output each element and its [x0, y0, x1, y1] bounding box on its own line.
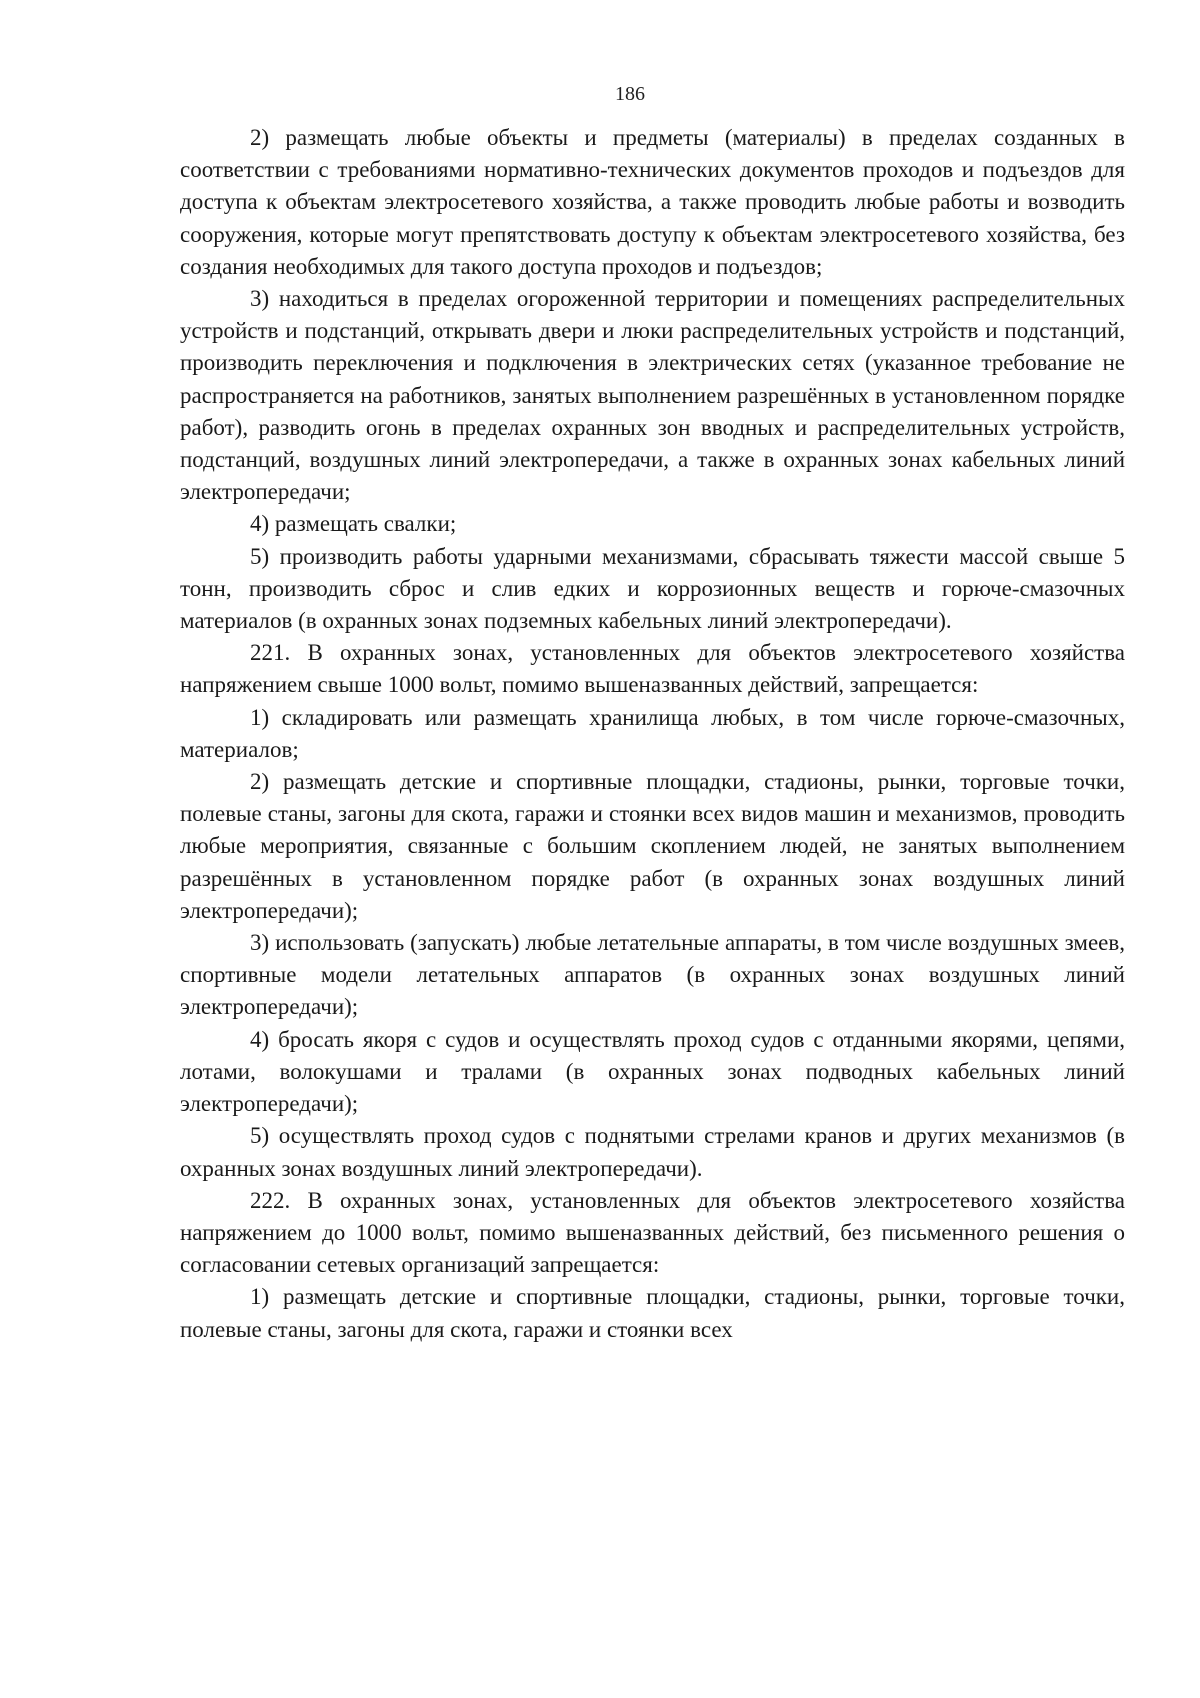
- document-body: [180, 122, 1125, 1346]
- paragraph-221-item-5: 5) осуществлять проход судов с поднятыми стрелами кранов и других механизмов (в охранных зонах воздушных линий электропередачи).: [180, 1123, 1125, 1181]
- paragraph-221-item-1: 1) складировать или размещать хранилища любых, в том числе горюче-смазочных, материалов;: [180, 704, 1125, 762]
- paragraph-221-item-4: 4) бросать якоря с судов и осуществлять проход судов с отданными якорями, цепями, лотами, волокушами и тралами (в охранных зонах подводных кабельных линий электропередачи);: [180, 1026, 1125, 1117]
- paragraph-221-item-2: 2) размещать детские и спортивные площадки, стадионы, рынки, торговые точки, полевые станы, загоны для скота, гаражи и стоянки всех видов машин и механизмов, проводить любые мероприятия, связанные с большим скоплением людей, не занятых выполнением разрешённых в установленном порядке работ (в охранных зонах воздушных линий электропередачи);: [180, 769, 1125, 923]
- paragraph-section-221: 221. В охранных зонах, установленных для объектов электросетевого хозяйства напряжением свыше 1000 вольт, помимо вышеназванных действий, запрещается:: [180, 640, 1125, 698]
- paragraph-section-222: 222. В охранных зонах, установленных для объектов электросетевого хозяйства напряжением до 1000 вольт, помимо вышеназванных действий, без письменного решения о согласовании сетевых организаций запрещается:: [180, 1187, 1125, 1278]
- paragraph-item-5-impact-works: 5) производить работы ударными механизмами, сбрасывать тяжести массой свыше 5 тонн, производить сброс и слив едких и коррозионных веществ и горюче-смазочных материалов (в охранных зонах подземных кабельных линий электропередачи).: [180, 543, 1125, 634]
- paragraph-222-item-1: 1) размещать детские и спортивные площадки, стадионы, рынки, торговые точки, полевые станы, загоны для скота, гаражи и стоянки всех: [180, 1284, 1125, 1342]
- paragraph-221-item-3: 3) использовать (запускать) любые летательные аппараты, в том числе воздушных змеев, спортивные модели летательных аппаратов (в охранных зонах воздушных линий электропередачи);: [180, 930, 1125, 1020]
- page-number: 186: [615, 83, 645, 105]
- paragraph-item-2-placement: 2) размещать любые объекты и предметы (материалы) в пределах созданных в соответствии с требованиями нормативно-технических документов проходов и подъездов для доступа к объектам электросетевого хозяйства, а также проводить любые работы и возводить сооружения, которые могут препятствовать доступу к объектам электросетевого хозяйства, без создания необходимых для такого доступа проходов и подъездов;: [180, 125, 1125, 279]
- paragraph-item-4-dumps: 4) размещать свалки;: [250, 511, 457, 537]
- paragraph-item-3-switchgear: 3) находиться в пределах огороженной территории и помещениях распределительных устройств и подстанций, открывать двери и люки распределительных устройств и подстанций, производить переключения и подключения в электрических сетях (указанное требование не распространяется на работников, занятых выполнением разрешённых в установленном порядке работ), разводить огонь в пределах охранных зон вводных и распределительных устройств, подстанций, воздушных линий электропередачи, а также в охранных зонах кабельных линий электропередачи;: [180, 286, 1125, 505]
